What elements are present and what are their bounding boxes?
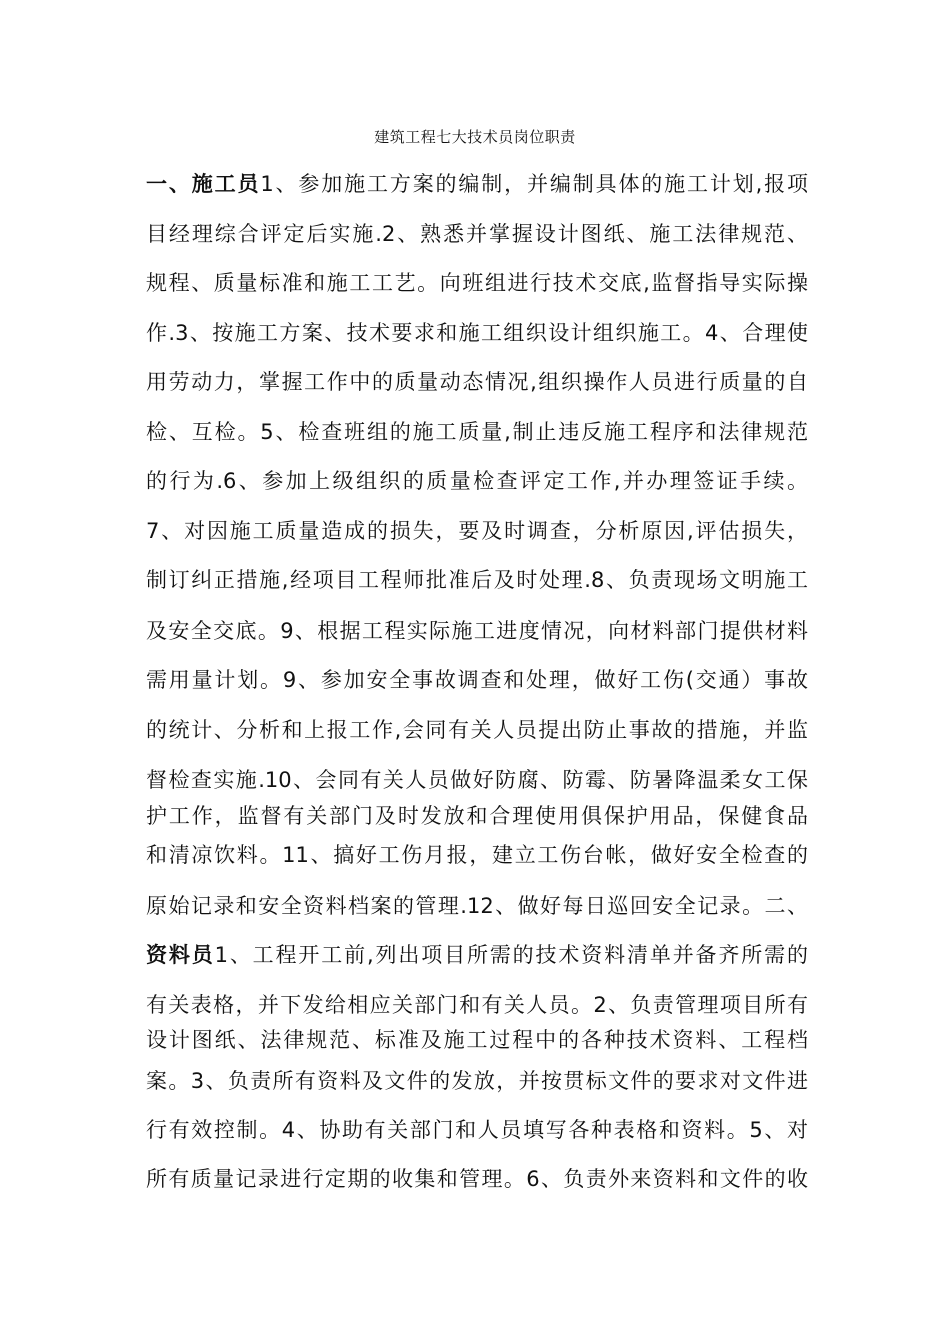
- text-line: 作.3、按施工方案、技术要求和施工组织设计组织施工。4、合理使: [146, 321, 808, 345]
- text-line: 案。3、负责所有资料及文件的发放，并按贯标文件的要求对文件进: [146, 1069, 808, 1093]
- text-line: 原始记录和安全资料档案的管理.12、做好每日巡回安全记录。二、: [146, 894, 808, 918]
- text-line: 有关表格，并下发给相应关部门和有关人员。2、负责管理项目所有: [146, 993, 808, 1017]
- text-line: 检、互检。5、检查班组的施工质量,制止违反施工程序和法律规范: [146, 420, 808, 444]
- text-line: 的行为.6、参加上级组织的质量检查评定工作,并办理签证手续。: [146, 469, 808, 493]
- text-line: 所有质量记录进行定期的收集和管理。6、负责外来资料和文件的收: [146, 1167, 808, 1191]
- text-line: [146, 171, 808, 197]
- text-line: 行有效控制。4、协助有关部门和人员填写各种表格和资料。5、对: [146, 1118, 808, 1142]
- text-line: 的统计、分析和上报工作,会同有关人员提出防止事故的措施，并监: [146, 718, 808, 742]
- text-line: 制订纠正措施,经项目工程师批准后及时处理.8、负责现场文明施工: [146, 568, 808, 592]
- section-heading-document-clerk: 资料员: [146, 943, 215, 967]
- section-heading-construction-worker: 一、施工员: [146, 172, 261, 196]
- text-line: [146, 942, 808, 968]
- text-line: 用劳动力，掌握工作中的质量动态情况,组织操作人员进行质量的自: [146, 370, 808, 394]
- text-line: 需用量计划。9、参加安全事故调查和处理，做好工伤(交通）事故: [146, 668, 808, 692]
- document-title: 建筑工程七大技术员岗位职责: [374, 128, 576, 146]
- text-line-content: 1、工程开工前,列出项目所需的技术资料清单并备齐所需的: [214, 943, 808, 967]
- text-line: 目经理综合评定后实施.2、熟悉并掌握设计图纸、施工法律规范、: [146, 222, 808, 246]
- text-line: 和清凉饮料。11、搞好工伤月报，建立工伤台帐，做好安全检查的: [146, 843, 808, 867]
- text-line: 设计图纸、法律规范、标准及施工过程中的各种技术资料、工程档: [146, 1028, 808, 1052]
- text-line: 督检查实施.10、会同有关人员做好防腐、防霉、防暑降温柔女工保: [146, 768, 808, 792]
- text-line: 护工作，监督有关部门及时发放和合理使用俱保护用品，保健食品: [146, 804, 808, 828]
- text-line: 7、对因施工质量造成的损失，要及时调查，分析原因,评估损失，: [146, 519, 808, 543]
- text-line: 及安全交底。9、根据工程实际施工进度情况，向材料部门提供材料: [146, 619, 808, 643]
- text-line-content: 1、参加施工方案的编制，并编制具体的施工计划,报项: [260, 172, 808, 196]
- text-line: 规程、质量标准和施工工艺。向班组进行技术交底,监督指导实际操: [146, 271, 808, 295]
